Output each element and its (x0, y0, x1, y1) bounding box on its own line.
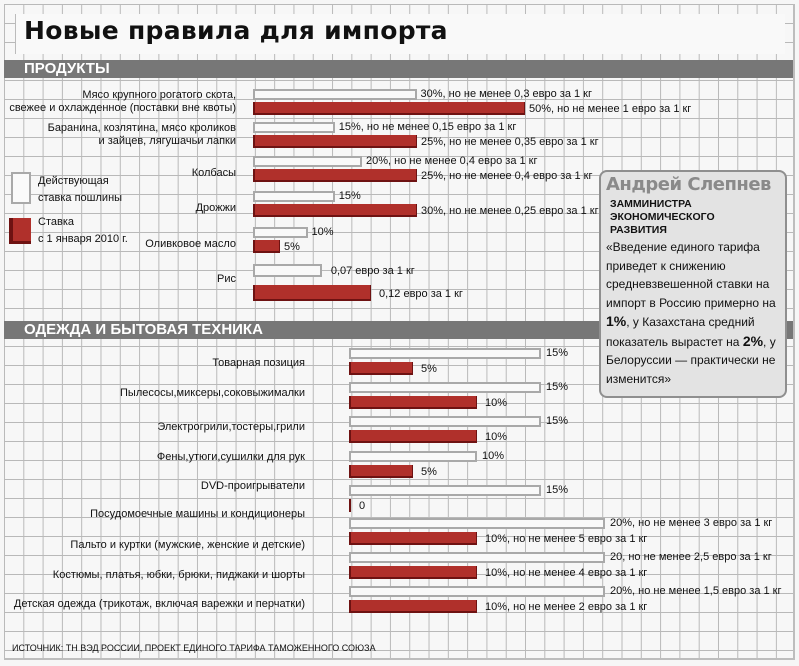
value-label-current: 10% (311, 226, 334, 238)
bar-new (253, 102, 525, 115)
bar-new (253, 204, 417, 217)
value-label-current: 20, но не менее 2,5 евро за 1 кг (610, 551, 772, 563)
value-label-current: 15% (546, 484, 569, 496)
value-label-new: 5% (284, 241, 300, 253)
category-label: Фены,утюги,сушилки для рук (156, 451, 305, 463)
quote-author: Андрей Слепнев (606, 174, 771, 195)
value-label-current: 0,07 евро за 1 кг (330, 265, 415, 277)
bar-new (253, 285, 371, 301)
bar-new (349, 532, 477, 545)
source-note: ИСТОЧНИК: ТН ВЭД РОССИИ, ПРОЕКТ ЕДИНОГО ТАРИФА ТАМОЖЕННОГО СОЮЗА (12, 643, 376, 653)
bar-new (349, 396, 477, 409)
value-label-new: 30%, но не менее 0,25 евро за 1 кг (421, 205, 599, 217)
category-label-line: и зайцев, лягушачьи лапки (98, 135, 236, 147)
quote-bold-1: 1% (606, 313, 627, 329)
category-label: Товарная позиция (212, 357, 305, 369)
value-label-current: 10% (482, 450, 505, 462)
value-label-new: 25%, но не менее 0,4 евро за 1 кг (421, 170, 593, 182)
bar-current (253, 191, 335, 202)
legend-new-line2: с 1 января 2010 г. (38, 233, 128, 245)
legend-current-swatch (11, 172, 31, 204)
page-title: Новые правила для импорта (24, 16, 448, 45)
bar-new (349, 499, 351, 512)
value-label-current: 15% (546, 415, 569, 427)
bar-new (349, 566, 477, 579)
category-label (9, 89, 236, 115)
bar-current (349, 382, 541, 393)
category-label-line: Колбасы (191, 167, 236, 179)
value-label-current: 15% (546, 381, 569, 393)
bar-current (349, 348, 541, 359)
category-label-line: свежее и охлажденное (поставки вне квоты) (9, 102, 236, 114)
quote-bold-2: 2% (742, 332, 764, 349)
value-label-new: 5% (421, 363, 437, 375)
category-label-line: Баранина, козлятина, мясо кроликов (47, 122, 236, 134)
section-title-clothing: ОДЕЖДА И БЫТОВАЯ ТЕХНИКА (24, 321, 263, 338)
bar-current (253, 156, 362, 167)
bar-current (253, 264, 322, 277)
legend-current-label (38, 173, 122, 207)
value-label-new: 25%, но не менее 0,35 евро за 1 кг (421, 136, 599, 148)
value-label-current: 20%, но не менее 0,4 евро за 1 кг (366, 155, 538, 167)
quote-text (606, 238, 780, 388)
value-label-new: 5% (421, 466, 437, 478)
value-label-new: 0 (359, 500, 366, 512)
category-label: Электрогрили,тостеры,грили (157, 421, 305, 433)
bar-new (349, 362, 413, 375)
category-label: Костюмы, платья, юбки, брюки, пиджаки и шорты (52, 569, 305, 581)
value-label-new: 50%, но не менее 1 евро за 1 кг (529, 103, 692, 115)
bar-new (253, 135, 417, 148)
category-label: Детская одежда (трикотаж, включая варежки и перчатки) (13, 598, 305, 610)
category-label: Пылесосы,миксеры,соковыжималки (120, 387, 305, 399)
bar-current (349, 416, 541, 427)
value-label-current: 15% (546, 347, 569, 359)
section-band-food (4, 60, 793, 78)
category-label-line: Мясо крупного рогатого скота, (82, 89, 236, 101)
bar-current (349, 451, 477, 462)
bar-new (253, 169, 417, 182)
legend-current-line2: ставка пошлины (38, 192, 123, 204)
bar-current (349, 552, 605, 563)
quote-text-part1: «Введение единого тарифа приведет к снижению средневзвешенной ставки на импорт в Россию примерно на (606, 240, 776, 310)
category-label: Посудомоечные машины и кондиционеры (90, 508, 305, 520)
category-label: Рис (217, 273, 236, 285)
category-label: DVD-проигрыватели (200, 480, 305, 492)
value-label-current: 15% (338, 190, 361, 202)
category-label-line: Дрожжи (195, 202, 236, 214)
bar-current (349, 485, 541, 496)
bar-current (349, 586, 605, 597)
quote-box (599, 170, 787, 398)
value-label-new: 0,12 евро за 1 кг (379, 288, 463, 300)
quote-text-part3: , у Белоруссии — практически не изменится» (606, 334, 776, 386)
category-label (192, 167, 236, 180)
legend-new-label (38, 214, 128, 248)
value-label-new: 10% (485, 397, 508, 409)
bar-current (253, 227, 308, 238)
bar-new (349, 465, 413, 478)
value-label-current: 30%, но не менее 0,3 евро за 1 кг (420, 88, 592, 100)
bar-new (349, 600, 477, 613)
value-label-new: 10%, но не менее 4 евро за 1 кг (485, 567, 648, 579)
legend-new-swatch (9, 218, 31, 244)
bar-new (253, 240, 280, 253)
legend-new-line1: Ставка (38, 216, 74, 228)
value-label-current: 20%, но не менее 1,5 евро за 1 кг (610, 585, 782, 597)
category-label-line: Оливковое масло (145, 238, 236, 250)
quote-role: ЗАММИНИСТРА ЭКОНОМИЧЕСКОГО РАЗВИТИЯ (610, 198, 715, 236)
value-label-current: 15%, но не менее 0,15 евро за 1 кг (338, 121, 517, 133)
category-label: Пальто и куртки (мужские, женские и детские) (70, 539, 305, 551)
category-label (48, 122, 236, 148)
bar-current (253, 89, 417, 100)
category-label (196, 202, 236, 215)
category-label (145, 238, 236, 251)
section-title-food: ПРОДУКТЫ (24, 60, 110, 77)
quote-text-part2: , у Казахстана средний показатель вырастет на (606, 315, 755, 349)
bar-current (253, 122, 335, 133)
bar-current (349, 518, 605, 529)
value-label-new: 10%, но не менее 2 евро за 1 кг (485, 601, 648, 613)
bar-new (349, 430, 477, 443)
value-label-new: 10% (485, 431, 508, 443)
legend-current-line1: Действующая (38, 175, 109, 187)
value-label-new: 10%, но не менее 5 евро за 1 кг (485, 533, 648, 545)
value-label-current: 20%, но не менее 3 евро за 1 кг (610, 517, 773, 529)
